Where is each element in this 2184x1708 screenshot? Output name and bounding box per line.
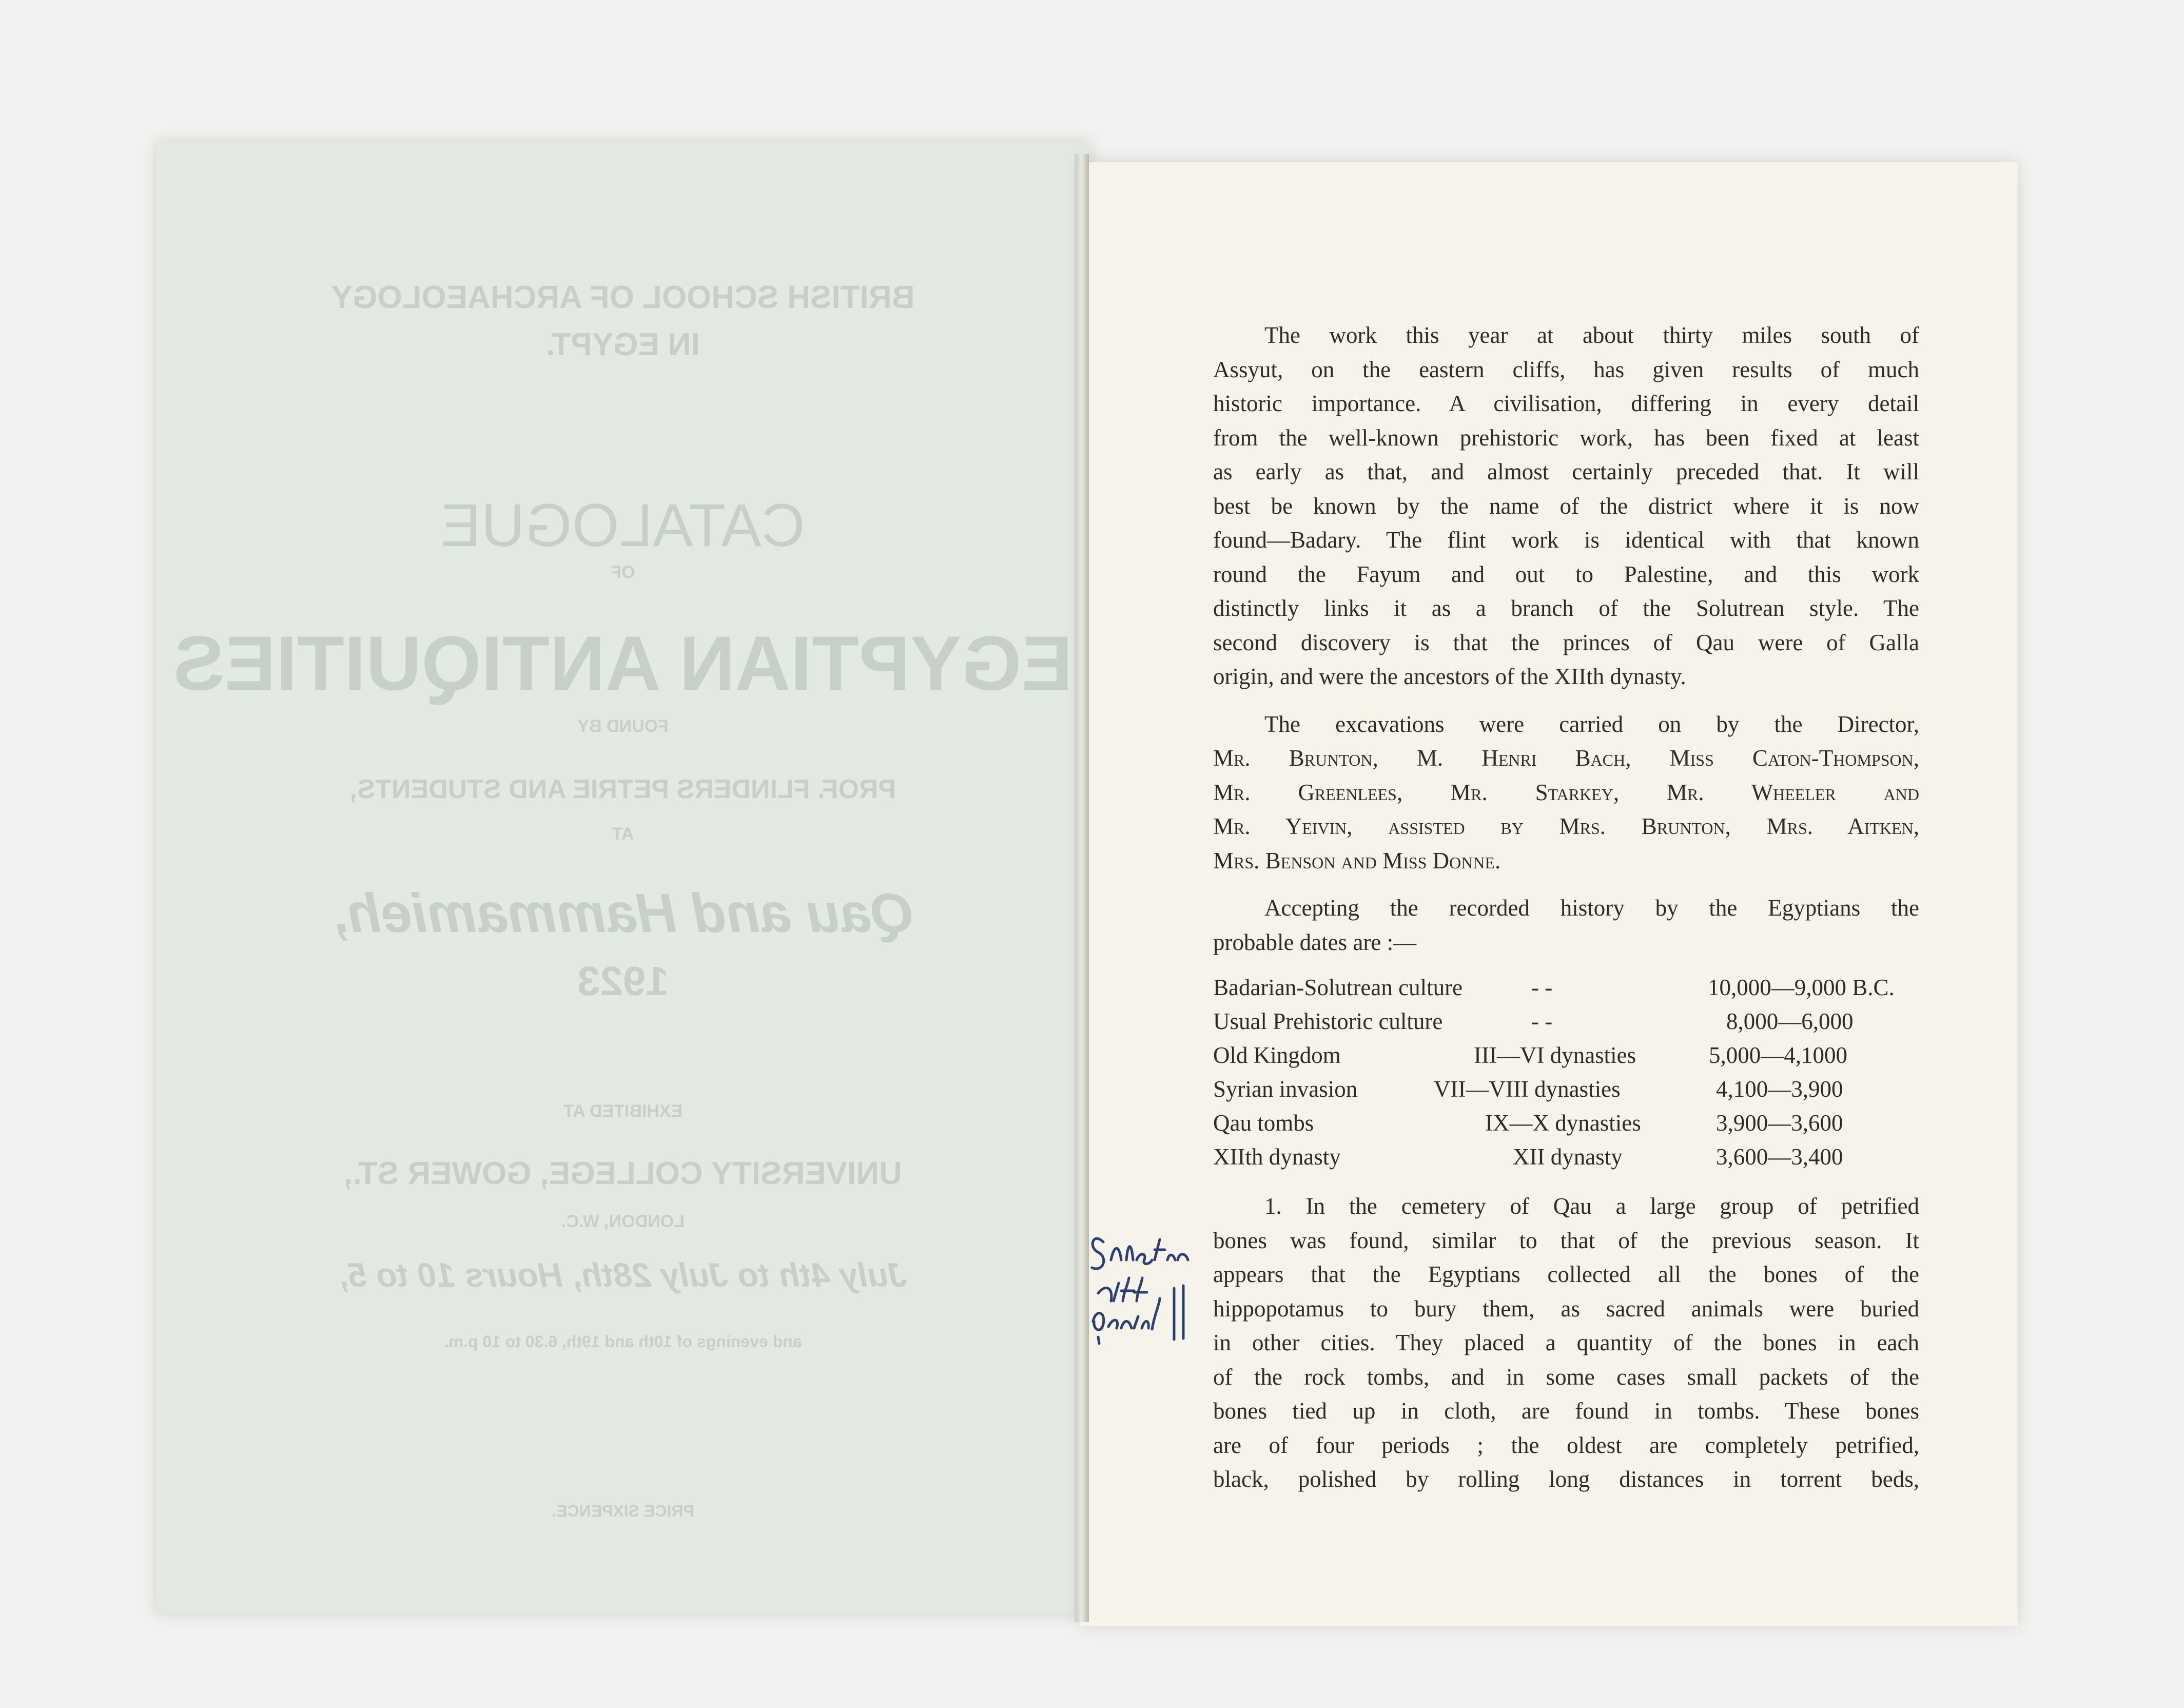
bleed-line-14: July 4th to July 28th, Hours 10 to 5, — [339, 1256, 907, 1294]
text-line: round the Fayum and out to Palestine, and this work — [1213, 561, 1919, 587]
paragraph-cemetery — [1213, 1189, 1919, 1497]
text-line: Mr. Greenlees, Mr. Starkey, Mr. Wheeler and — [1213, 779, 1919, 805]
paragraph-intro — [1213, 318, 1919, 694]
period-name: Qau tombs — [1213, 1110, 1314, 1136]
text-line: Mrs. Benson and Miss Donne. — [1213, 847, 1501, 874]
text-line: from the well-known prehistoric work, has been fixed at least — [1213, 424, 1919, 451]
period-name: Syrian invasion — [1213, 1076, 1358, 1102]
period-name: Old Kingdom — [1213, 1042, 1341, 1068]
bleed-line-9: Qau and Hammamieh, — [332, 882, 914, 944]
text-line: 1. In the cemetery of Qau a large group of petrified — [1264, 1193, 1919, 1219]
date-range: 8,000—6,000 — [1726, 1008, 1854, 1034]
text-line: bones was found, similar to that of the previous season. It — [1213, 1227, 1919, 1253]
table-row — [1213, 1106, 1919, 1140]
date-range: 3,600—3,400 — [1716, 1144, 1843, 1170]
period-name: Badarian-Solutrean culture — [1213, 975, 1463, 1000]
period-name: XIIth dynasty — [1213, 1144, 1341, 1170]
bleed-line-4: OF — [611, 562, 635, 582]
bleed-line-5: EGYPTIAN ANTIQUITIES — [173, 620, 1073, 706]
leader-dots: - - — [1531, 975, 1553, 1000]
date-range: 10,000—9,000 B.C. — [1708, 975, 1895, 1000]
text-line: black, polished by rolling long distances in torrent beds, — [1213, 1466, 1919, 1492]
text-line: probable dates are :— — [1213, 929, 1417, 955]
date-range: 5,000—4,1000 — [1709, 1042, 1847, 1068]
text-line: The work this year at about thirty miles south of — [1264, 322, 1919, 348]
text-line: in other cities. They placed a quantity of the bones in each — [1213, 1330, 1919, 1355]
dynasty-range: VII—VIII dynasties — [1434, 1076, 1621, 1102]
table-row — [1213, 1072, 1919, 1106]
bleed-line-1: BRITISH SCHOOL OF ARCHAEOLOGY — [331, 280, 915, 315]
text-line: Accepting the recorded history by the Egyptians the — [1264, 895, 1919, 921]
bleed-line-16: PRICE SIXPENCE. — [552, 1502, 694, 1520]
table-row — [1213, 1038, 1919, 1072]
table-row — [1213, 971, 1919, 1004]
text-line: as early as that, and almost certainly preceded that. It will — [1213, 459, 1919, 484]
dynasty-range: IX—X dynasties — [1485, 1110, 1641, 1136]
bleed-line-6: FOUND BY — [577, 716, 669, 736]
left-page — [156, 142, 1090, 1614]
bleed-line-13: LONDON, W.C. — [561, 1212, 685, 1231]
text-line: found—Badary. The flint work is identical with that known — [1213, 527, 1919, 553]
text-line: historic importance. A civilisation, differing in every detail — [1213, 391, 1919, 416]
table-row — [1213, 1004, 1919, 1038]
text-line: Mr. Brunton, M. Henri Bach, Miss Caton-Thompson, — [1213, 745, 1919, 771]
date-range: 3,900—3,600 — [1716, 1110, 1843, 1136]
bleed-line-8: AT — [612, 824, 634, 844]
bleed-line-3: CATALOGUE — [440, 492, 806, 559]
paragraph-excavators — [1213, 707, 1919, 878]
text-line: second discovery is that the princes of Qau were of Galla — [1213, 629, 1919, 655]
paragraph-dates-intro — [1213, 891, 1919, 959]
text-line: distinctly links it as a branch of the Solutrean style. The — [1213, 595, 1919, 621]
text-line: origin, and were the ancestors of the XIIth dynasty. — [1213, 664, 1686, 689]
page-text — [1213, 318, 1919, 1497]
text-line: best be known by the name of the district where it is now — [1213, 493, 1919, 519]
bleed-line-12: UNIVERSITY COLLEGE, GOWER ST., — [344, 1156, 902, 1191]
text-line: Assyut, on the eastern cliffs, has given results of much — [1213, 356, 1919, 382]
text-line: are of four periods ; the oldest are completely petrified, — [1213, 1432, 1919, 1458]
dynasty-range: III—VI dynasties — [1474, 1042, 1636, 1068]
bleed-line-2: IN EGYPT. — [546, 327, 700, 362]
handwritten-note — [1083, 1211, 1196, 1345]
dynasty-range: XII dynasty — [1513, 1144, 1623, 1170]
table-row — [1213, 1140, 1919, 1174]
date-range: 4,100—3,900 — [1716, 1076, 1843, 1102]
bleed-line-10: 1923 — [577, 958, 669, 1004]
text-line: The excavations were carried on by the Director, — [1264, 711, 1919, 737]
text-line: of the rock tombs, and in some cases small packets of the — [1213, 1364, 1919, 1390]
bleed-line-11: EXHIBITED AT — [563, 1101, 683, 1121]
text-line: bones tied up in cloth, are found in tombs. These bones — [1213, 1398, 1919, 1424]
text-line: Mr. Yeivin, assisted by Mrs. Brunton, Mrs. Aitken, — [1213, 813, 1919, 839]
book-spine — [1075, 154, 1089, 1622]
bleed-line-7: PROF. FLINDERS PETRIE AND STUDENTS, — [349, 774, 896, 804]
dates-table — [1213, 971, 1919, 1176]
leader-dots: - - — [1531, 1008, 1553, 1034]
period-name: Usual Prehistoric culture — [1213, 1008, 1443, 1034]
bleed-line-15: and evenings of 10th and 19th, 6.30 to 10 p.m. — [444, 1332, 802, 1351]
text-line: appears that the Egyptians collected all the bones of the — [1213, 1261, 1919, 1287]
text-line: hippopotamus to bury them, as sacred animals were buried — [1213, 1295, 1919, 1322]
